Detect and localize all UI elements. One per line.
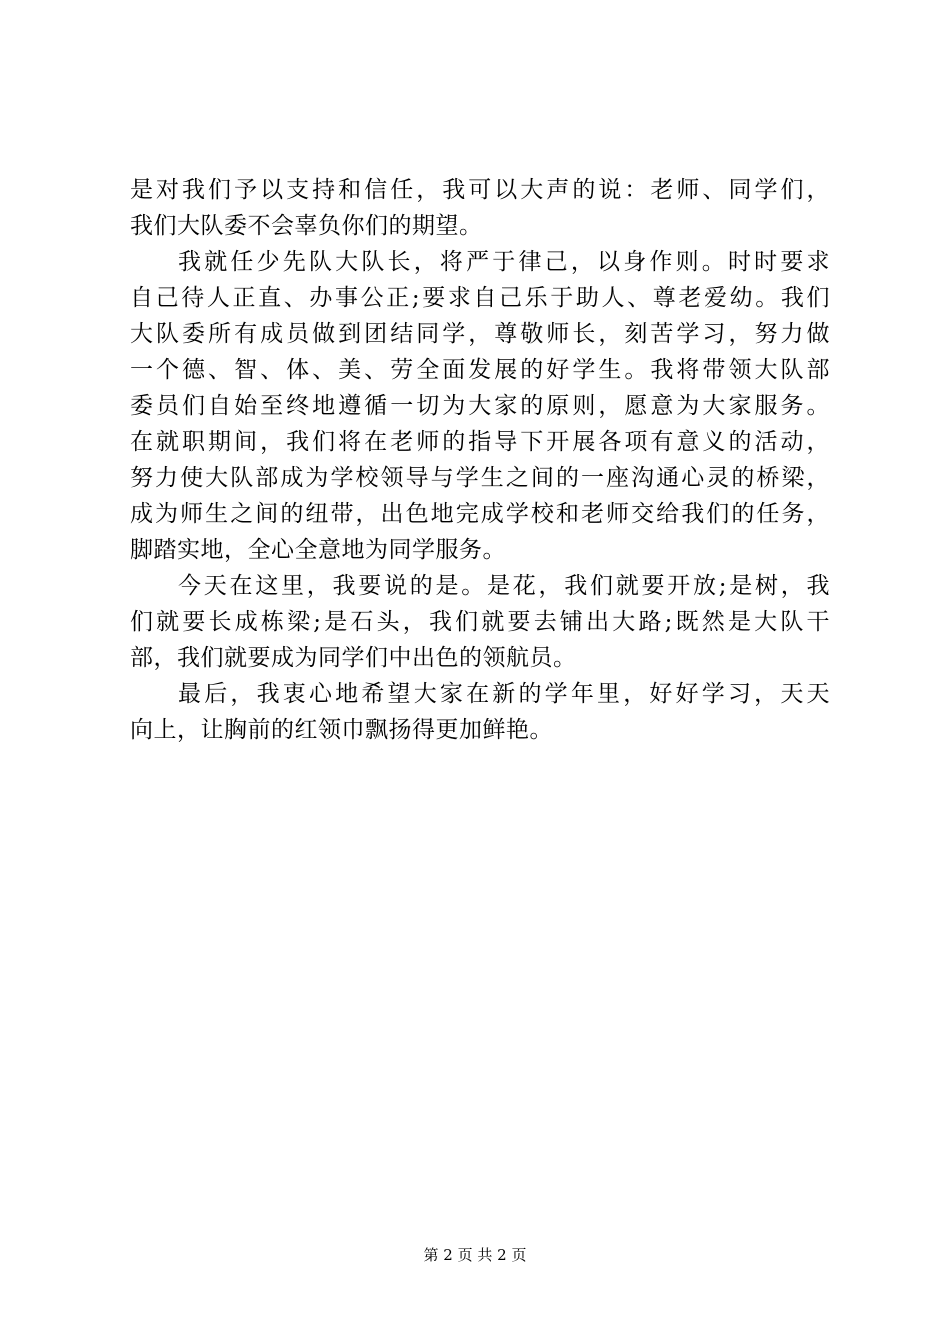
text-line: 自己待人正直、办事公正;要求自己乐于助人、尊老爱幼。我们 (130, 285, 830, 311)
text-line: 在就职期间，我们将在老师的指导下开展各项有意义的活动， (130, 429, 830, 455)
paragraph (130, 244, 830, 568)
text-line: 最后，我衷心地希望大家在新的学年里，好好学习，天天 (178, 681, 830, 707)
text-line: 我就任少先队大队长，将严于律己，以身作则。时时要求 (178, 249, 830, 275)
text-line: 委员们自始至终地遵循一切为大家的原则，愿意为大家服务。 (130, 393, 830, 419)
paragraph (130, 172, 830, 244)
paragraph (130, 568, 830, 676)
page-number-label: 第 2 页 共 2 页 (423, 1246, 527, 1264)
text-line: 是对我们予以支持和信任，我可以大声的说：老师、同学们， (130, 177, 830, 203)
text-line: 们就要长成栋梁;是石头，我们就要去铺出大路;既然是大队干 (130, 609, 830, 635)
text-line: 大队委所有成员做到团结同学，尊敬师长，刻苦学习，努力做 (130, 321, 830, 347)
text-line: 我们大队委不会辜负你们的期望。 (130, 213, 483, 239)
paragraph (130, 676, 830, 748)
text-line: 脚踏实地，全心全意地为同学服务。 (130, 537, 506, 563)
text-line: 努力使大队部成为学校领导与学生之间的一座沟通心灵的桥梁， (130, 465, 830, 491)
document-body (130, 172, 830, 748)
text-line: 部，我们就要成为同学们中出色的领航员。 (130, 645, 577, 671)
text-line: 成为师生之间的纽带，出色地完成学校和老师交给我们的任务， (130, 501, 830, 527)
text-line: 向上，让胸前的红领巾飘扬得更加鲜艳。 (130, 717, 553, 743)
text-line: 一个德、智、体、美、劳全面发展的好学生。我将带领大队部 (130, 357, 830, 383)
page-footer (0, 1244, 950, 1266)
text-line: 今天在这里，我要说的是。是花，我们就要开放;是树，我 (178, 573, 830, 599)
